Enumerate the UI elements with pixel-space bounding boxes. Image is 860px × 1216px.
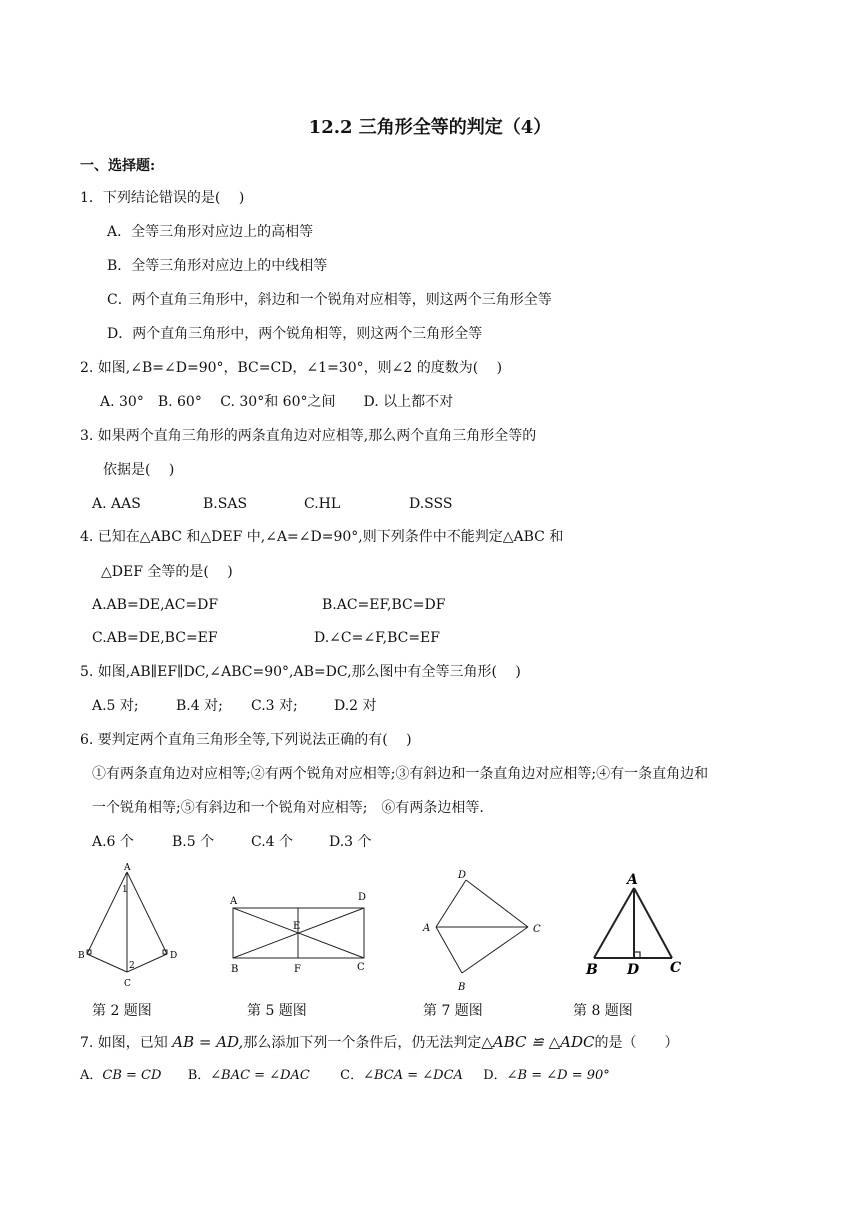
q3-stem-line1: 3. 如果两个直角三角形的两条直角边对应相等,那么两个直角三角形全等的 xyxy=(80,428,537,444)
fig5-label-e: E xyxy=(293,921,301,932)
q6-option-a: A.6 个 xyxy=(92,834,134,850)
q7-stem-mid: 那么添加下列一个条件后，仍无法判定 xyxy=(243,1035,482,1051)
q6-stem: 6. 要判定两个直角三角形全等,下列说法正确的有( ) xyxy=(80,732,412,748)
q7-options xyxy=(80,1066,610,1086)
fig8-caption: 第 8 题图 xyxy=(573,1003,633,1019)
fig2-label-d: D xyxy=(170,951,178,961)
fig5-label-f: F xyxy=(294,964,301,975)
q6-option-d: D.3 个 xyxy=(329,834,372,850)
fig2-label-2: 2 xyxy=(129,961,135,971)
q7-stem-post: 的是（ ） xyxy=(594,1035,679,1051)
q5-option-a: A.5 对; xyxy=(92,698,139,714)
fig5-label-c: C xyxy=(357,962,365,973)
q4-option-a: A.AB=DE,AC=DF xyxy=(92,597,219,613)
page-title: 12.2 三角形全等的判定（4） xyxy=(308,117,552,138)
figure-q5 xyxy=(222,884,382,980)
q3-option-a: A. AAS xyxy=(92,496,141,512)
q6-option-c: C.4 个 xyxy=(251,834,294,850)
q7-option-b: ∠BAC = ∠DAC xyxy=(210,1068,310,1083)
fig2-label-1: 1 xyxy=(122,885,128,895)
q1-option-d: D．两个直角三角形中，两个锐角相等，则这两个三角形全等 xyxy=(107,326,483,342)
q7-option-d-label: D． xyxy=(483,1068,507,1083)
q3-option-d: D.SSS xyxy=(409,496,453,512)
q5-option-c: C.3 对; xyxy=(251,698,298,714)
q7-option-a: CB = CD xyxy=(102,1068,162,1083)
fig8-label-d: D xyxy=(627,962,640,978)
q5-option-d: D.2 对 xyxy=(334,698,377,714)
fig7-label-a: A xyxy=(423,923,431,934)
q7-option-c: ∠BCA = ∠DCA xyxy=(363,1068,463,1083)
q6-option-b: B.5 个 xyxy=(172,834,215,850)
fig5-label-d: D xyxy=(358,892,367,903)
fig2-label-b: B xyxy=(78,951,85,961)
q5-option-b: B.4 对; xyxy=(176,698,223,714)
q4-stem-line2: △DEF 全等的是( ) xyxy=(101,564,233,580)
fig8-label-c: C xyxy=(670,960,682,976)
q7-stem-math2: △ABC ≌ △ADC xyxy=(481,1033,595,1051)
fig7-label-d: D xyxy=(458,870,467,881)
fig8-label-b: B xyxy=(586,962,598,978)
fig5-label-b: B xyxy=(231,964,239,975)
figure-q8 xyxy=(582,866,692,978)
q7-stem-math1: AB = AD, xyxy=(172,1033,244,1051)
q3-stem-line2: 依据是( ) xyxy=(103,462,175,478)
q4-option-c: C.AB=DE,BC=EF xyxy=(92,630,218,646)
fig2-caption: 第 2 题图 xyxy=(92,1003,152,1019)
q7-option-d: ∠B = ∠D = 90° xyxy=(506,1068,610,1083)
q7-option-a-label: A． xyxy=(80,1068,103,1083)
q7-option-b-label: B． xyxy=(187,1068,211,1083)
q6-statements-line1: ①有两条直角边对应相等;②有两个锐角对应相等;③有斜边和一条直角边对应相等;④有一条直角边和 xyxy=(92,766,709,782)
q7-stem xyxy=(80,1032,678,1053)
q5-stem: 5. 如图,AB∥EF∥DC,∠ABC=90°,AB=DC,那么图中有全等三角形( ) xyxy=(80,664,521,680)
figure-q2 xyxy=(70,858,190,994)
figure-q7 xyxy=(418,864,554,994)
fig5-caption: 第 5 题图 xyxy=(247,1003,307,1019)
fig2-label-c: C xyxy=(124,979,131,989)
q3-option-b: B.SAS xyxy=(203,496,248,512)
q4-stem-line1: 4. 已知在△ABC 和△DEF 中,∠A=∠D=90°,则下列条件中不能判定△ABC 和 xyxy=(80,529,564,545)
fig5-label-a: A xyxy=(230,896,238,907)
q3-option-c: C.HL xyxy=(304,496,341,512)
q2-options: A. 30° B. 60° C. 30°和 60°之间 D. 以上都不对 xyxy=(100,394,454,410)
q2-stem: 2. 如图,∠B=∠D=90°，BC=CD，∠1=30°，则∠2 的度数为( ) xyxy=(80,360,503,376)
q1-option-c: C．两个直角三角形中，斜边和一个锐角对应相等，则这两个三角形全等 xyxy=(107,292,552,308)
q4-option-d: D.∠C=∠F,BC=EF xyxy=(314,630,440,646)
section-heading: 一、选择题: xyxy=(80,158,156,174)
fig7-label-b: B xyxy=(458,982,466,993)
q1-stem: 1．下列结论错误的是( ) xyxy=(80,190,245,206)
fig7-caption: 第 7 题图 xyxy=(423,1003,483,1019)
q1-option-a: A．全等三角形对应边上的高相等 xyxy=(107,224,314,240)
q1-option-b: B．全等三角形对应边上的中线相等 xyxy=(107,258,328,274)
q7-option-c-label: C． xyxy=(340,1068,364,1083)
fig2-label-a: A xyxy=(124,863,131,873)
q7-stem-pre: 7. 如图，已知 xyxy=(80,1035,173,1051)
q6-statements-line2: 一个锐角相等;⑤有斜边和一个锐角对应相等; ⑥有两条边相等. xyxy=(92,800,484,816)
fig8-label-a: A xyxy=(627,872,638,888)
q4-option-b: B.AC=EF,BC=DF xyxy=(322,597,446,613)
fig7-label-c: C xyxy=(533,924,541,935)
